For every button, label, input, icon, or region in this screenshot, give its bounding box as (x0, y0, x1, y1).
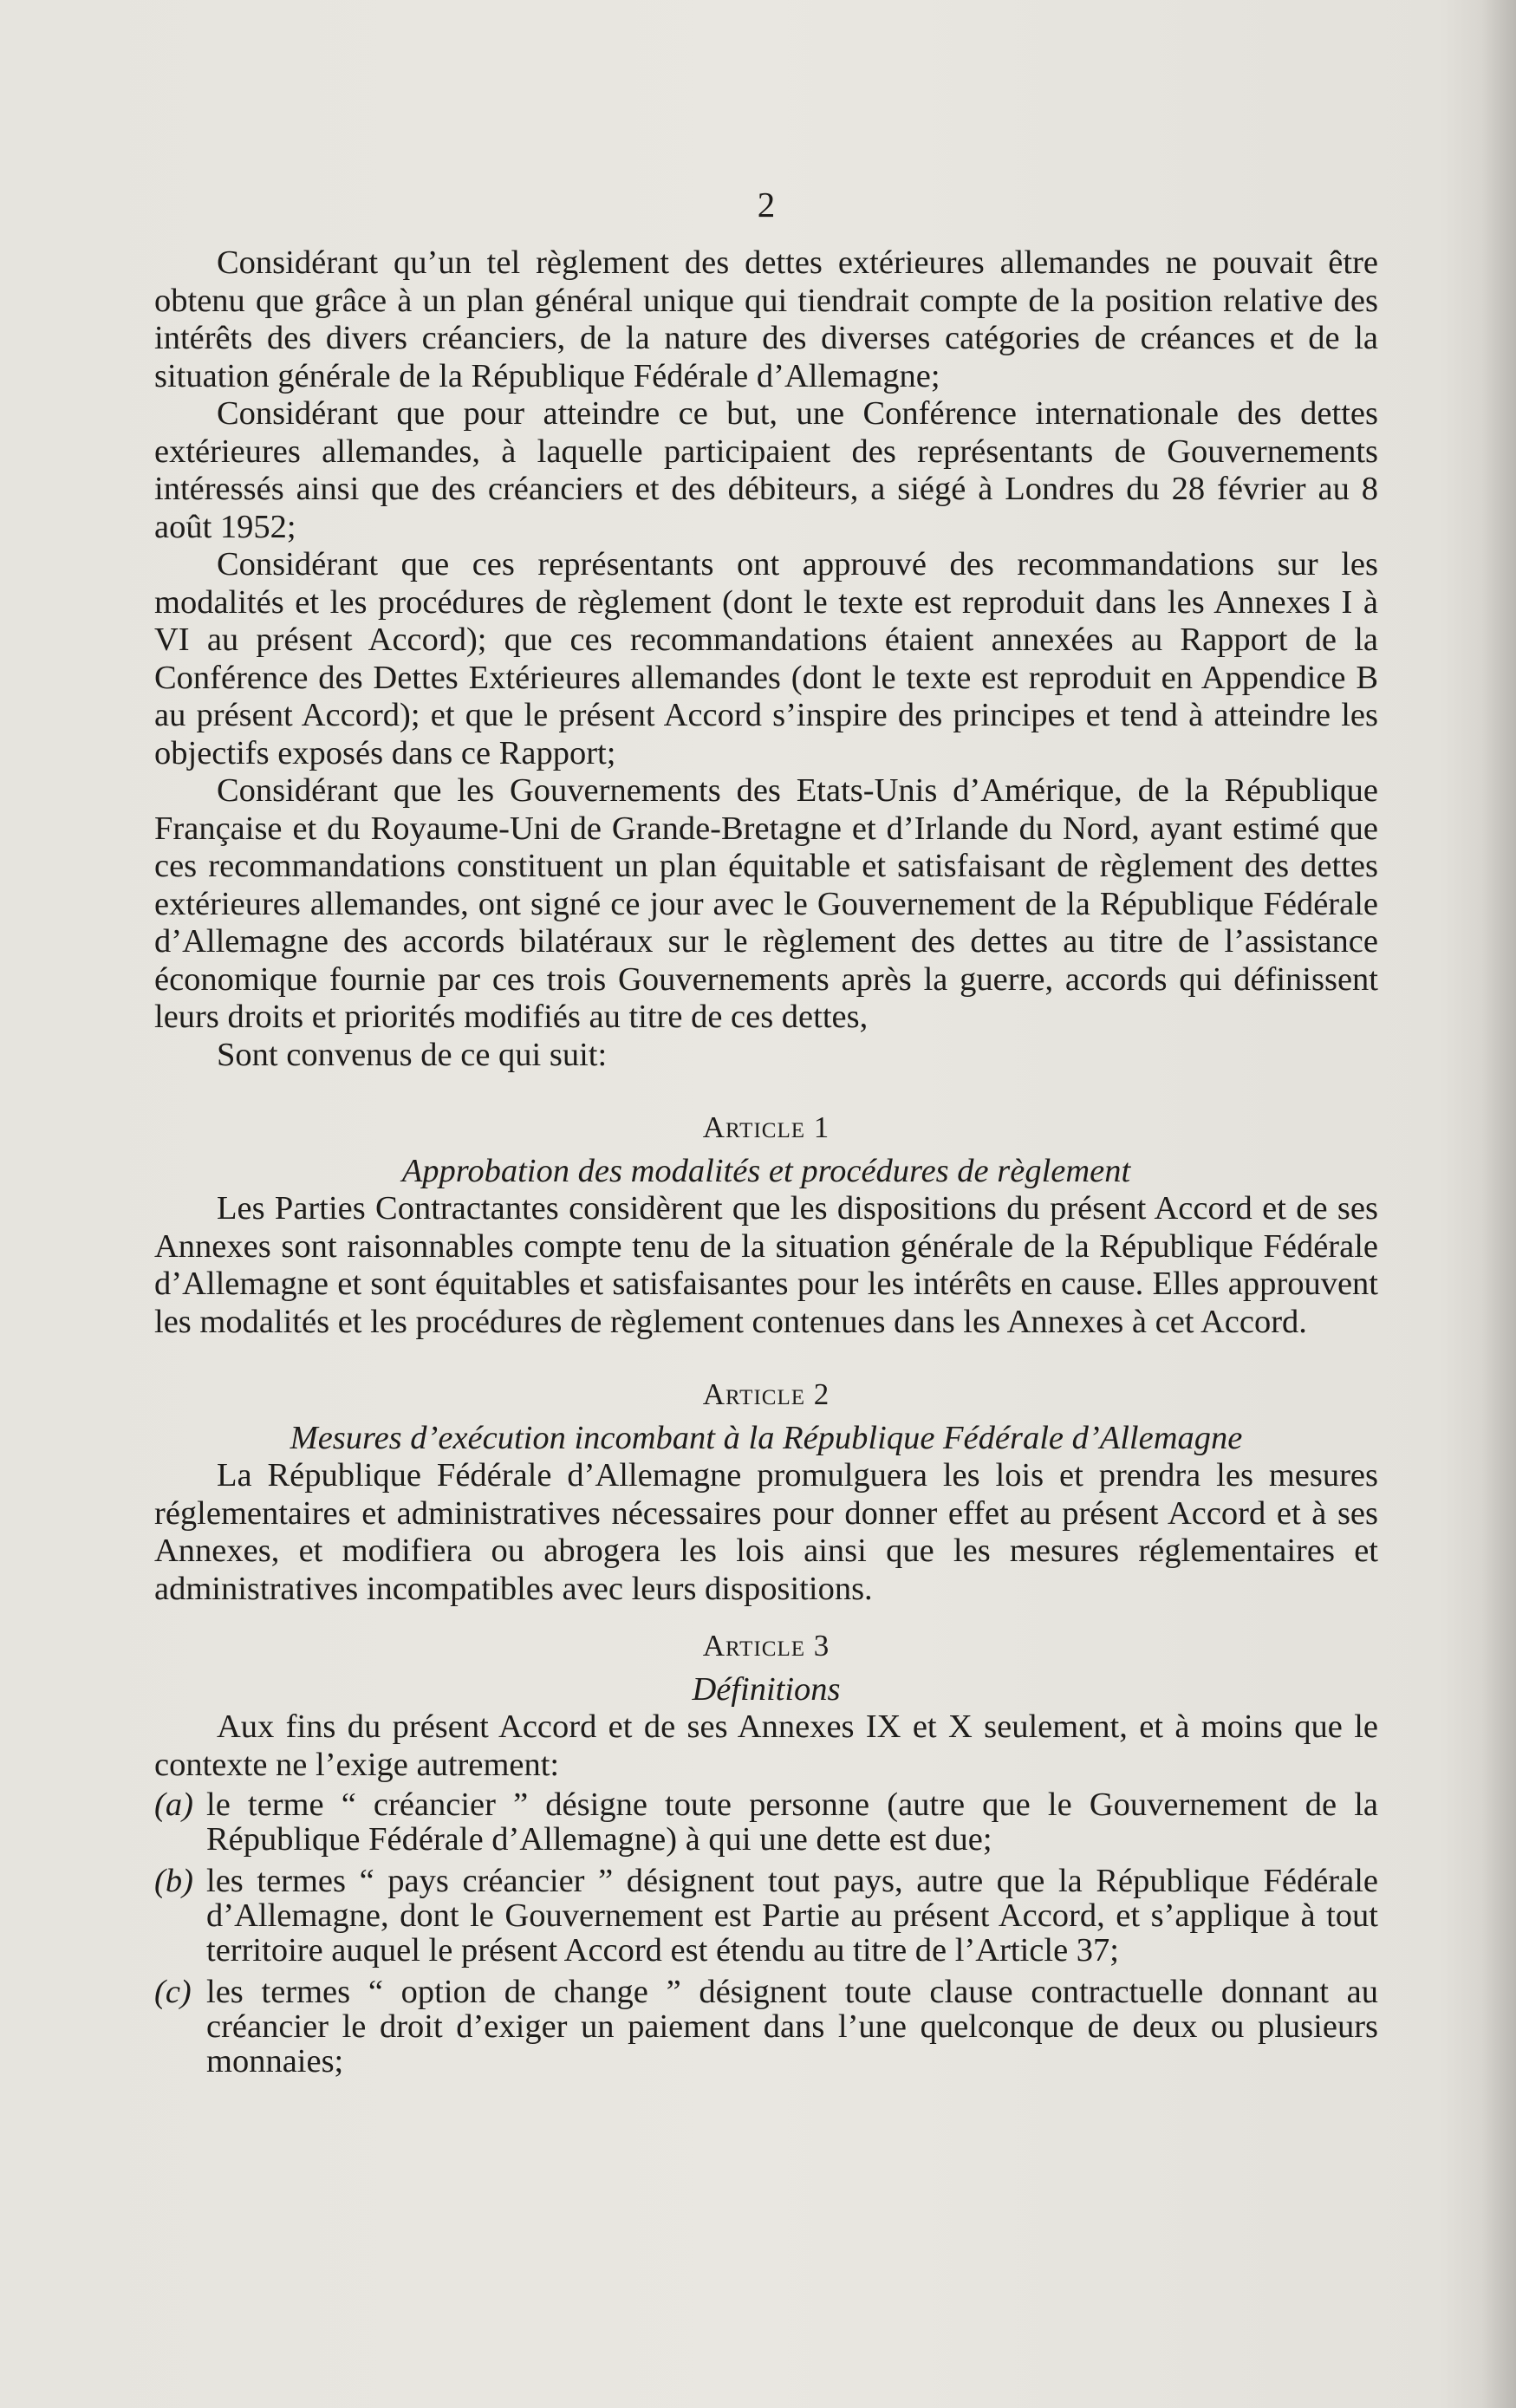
definition-item (154, 1787, 1378, 1857)
article-2-heading: Article 2 (702, 1377, 830, 1411)
definition-text: les termes “ pays créancier ” désignent tout pays, autre que la République Fédérale d’Allemagne, dont le Gouvernement est Partie au présent Accord, et s’applique à tout territoire auquel le présent Accord est étendu au titre de l’Article 37; (206, 1863, 1378, 1969)
preamble-paragraph: Considérant qu’un tel règlement des dettes extérieures allemandes ne pouvait être obtenu que grâce à un plan général unique qui tiendrait compte de la position relative des intérêts des divers créanciers, de la nature des diverses catégories de créances et de la situation générale de la République Fédérale d’Allemagne; (154, 244, 1378, 394)
definition-text: les termes “ option de change ” désignent toute clause contractuelle donnant au créancier le droit d’exiger un paiement dans l’une quelconque de deux ou plusieurs monnaies; (206, 1974, 1378, 2079)
article-2-subtitle: Mesures d’exécution incombant à la République Fédérale d’Allemagne (290, 1420, 1243, 1456)
definition-label: (a) (154, 1786, 193, 1823)
agreement-clause: Sont convenus de ce qui suit: (217, 1036, 608, 1073)
article-1-text: Les Parties Contractantes considèrent que les dispositions du présent Accord et de ses Annexes sont raisonnables compte tenu de la situation générale de la République Fédérale d’Allemagne et sont équitables et satisfaisantes pour les intérêts en cause. Elles approuvent les modalités et les procédures de règlement contenues dans les Annexes à cet Accord. (154, 1190, 1378, 1340)
definition-label: (c) (154, 1974, 192, 2010)
article-1-heading: Article 1 (702, 1110, 830, 1144)
definition-label: (b) (154, 1863, 193, 1899)
definition-item (154, 1864, 1378, 1968)
preamble-paragraph: Considérant que pour atteindre ce but, une Conférence internationale des dettes extérieures allemandes, à laquelle participaient des représentants de Gouvernements intéressés ainsi que des créanciers et des débiteurs, a siégé à Londres du 28 février au 8 août 1952; (154, 395, 1378, 545)
article-3-heading: Article 3 (702, 1629, 830, 1663)
preamble-paragraph: Considérant que ces représentants ont approuvé des recommandations sur les modalités et les procédures de règlement (dont le texte est reproduit dans les Annexes I à VI au présent Accord); que ces recommandations étaient annexées au Rapport de la Conférence des Dettes Extérieures allemandes (dont le texte est reproduit en Appendice B au présent Accord); et que le présent Accord s’inspire des principes et tend à atteindre les objectifs exposés dans ce Rapport; (154, 546, 1378, 771)
page-content (154, 184, 1378, 2086)
definitions-list (154, 1787, 1378, 2079)
article-2-text: La République Fédérale d’Allemagne promulguera les lois et prendra les mesures réglementaires et administratives nécessaires pour donner effet au présent Accord et à ses Annexes, et modifiera ou abrogera les lois ainsi que les mesures réglementaires et administratives incompatibles avec leurs dispositions. (154, 1457, 1378, 1607)
article-1-subtitle: Approbation des modalités et procédures de règlement (401, 1153, 1131, 1189)
preamble-paragraph: Considérant que les Gouvernements des Etats-Unis d’Amérique, de la République Française et du Royaume-Uni de Grande-Bretagne et d’Irlande du Nord, ayant estimé que ces recommandations constituent un plan équitable et satisfaisant de règlement des dettes extérieures allemandes, ont signé ce jour avec le Gouvernement de la République Fédérale d’Allemagne des accords bilatéraux sur le règlement des dettes au titre de l’assistance économique fournie par ces trois Gouvernements après la guerre, accords qui définissent leurs droits et priorités modifiés au titre de ces dettes, (154, 772, 1378, 1035)
article-3-text: Aux fins du présent Accord et de ses Annexes IX et X seulement, et à moins que le contexte ne l’exige autrement: (154, 1708, 1378, 1783)
definition-item (154, 1975, 1378, 2079)
page-number: 2 (757, 185, 776, 225)
page-edge-shadow (1481, 0, 1516, 2408)
article-3-subtitle: Définitions (692, 1671, 841, 1708)
definition-text: le terme “ créancier ” désigne toute personne (autre que le Gouvernement de la République Fédérale d’Allemagne) à qui une dette est due; (206, 1786, 1378, 1858)
